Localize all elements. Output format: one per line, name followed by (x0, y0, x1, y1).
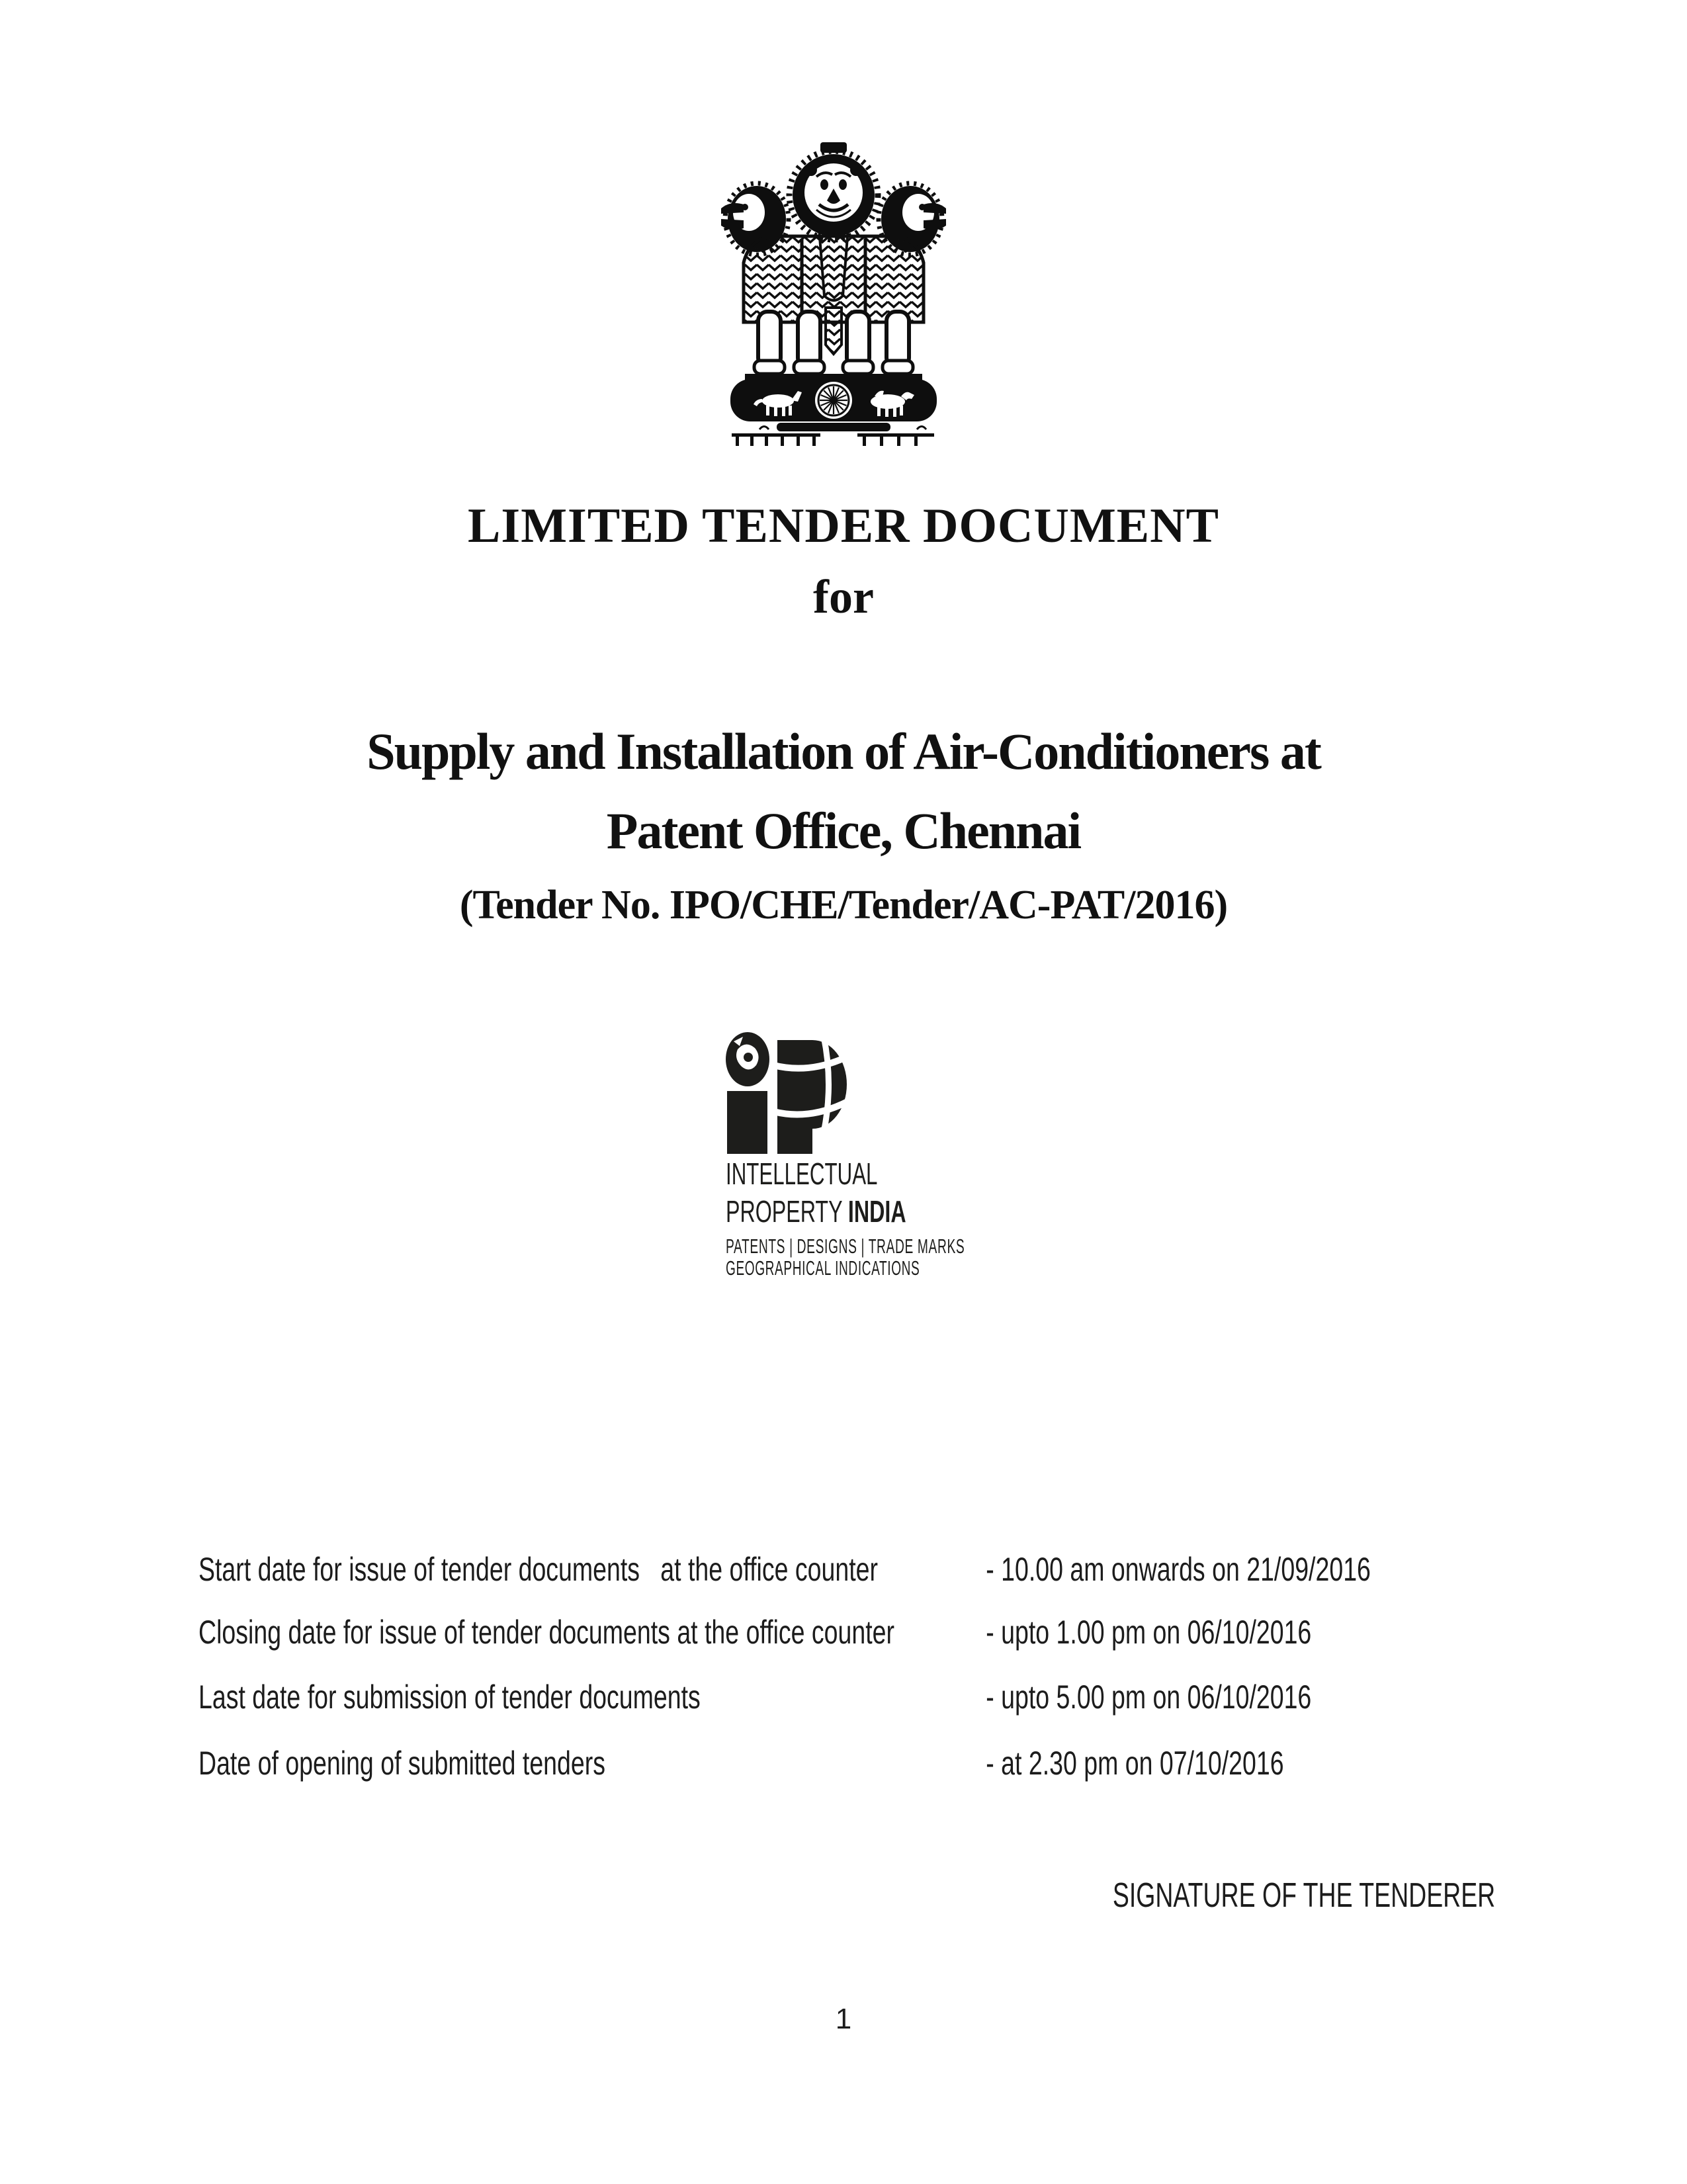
logo-property-text: PROPERTY (726, 1194, 848, 1229)
logo-line-services: PATENTS | DESIGNS | TRADE MARKS (726, 1235, 965, 1258)
logo-line-intellectual: INTELLECTUAL (726, 1157, 878, 1191)
logo-line-property-india (726, 1196, 906, 1227)
signature-line: SIGNATURE OF THE TENDERER (1112, 1876, 1495, 1915)
tender-number: (Tender No. IPO/CHE/Tender/AC-PAT/2016) (459, 883, 1228, 928)
schedule-label: Start date for issue of tender documents at the office counter (198, 1551, 878, 1588)
subject-line-2: Patent Office, Chennai (606, 802, 1081, 859)
schedule-label: Closing date for issue of tender documents at the office counter (198, 1614, 895, 1651)
schedule-label: Date of opening of submitted tenders (198, 1745, 605, 1782)
schedule-value: - upto 5.00 pm on 06/10/2016 (986, 1679, 1312, 1716)
schedule-label: Last date for submission of tender documents (198, 1679, 701, 1716)
schedule-value: - upto 1.00 pm on 06/10/2016 (986, 1614, 1312, 1651)
schedule-value: - 10.00 am onwards on 21/09/2016 (986, 1551, 1371, 1588)
title-connector-for: for (813, 570, 874, 623)
document-title: LIMITED TENDER DOCUMENT (468, 499, 1219, 553)
schedule-value: - at 2.30 pm on 07/10/2016 (986, 1745, 1284, 1782)
ip-monogram-icon (726, 1032, 847, 1154)
schedule-row (198, 1679, 1340, 1717)
schedule-row (198, 1745, 1340, 1783)
ip-india-logo (726, 1032, 1004, 1297)
schedule-row (198, 1614, 1340, 1652)
subject-line-1: Supply and Installation of Air-Conditioners at (367, 722, 1320, 780)
page-number: 1 (835, 2003, 852, 2035)
logo-line-geographical: GEOGRAPHICAL INDICATIONS (726, 1256, 920, 1280)
logo-india-text: INDIA (847, 1194, 906, 1229)
state-emblem-of-india-icon (721, 142, 946, 447)
schedule-row (198, 1551, 1371, 1589)
